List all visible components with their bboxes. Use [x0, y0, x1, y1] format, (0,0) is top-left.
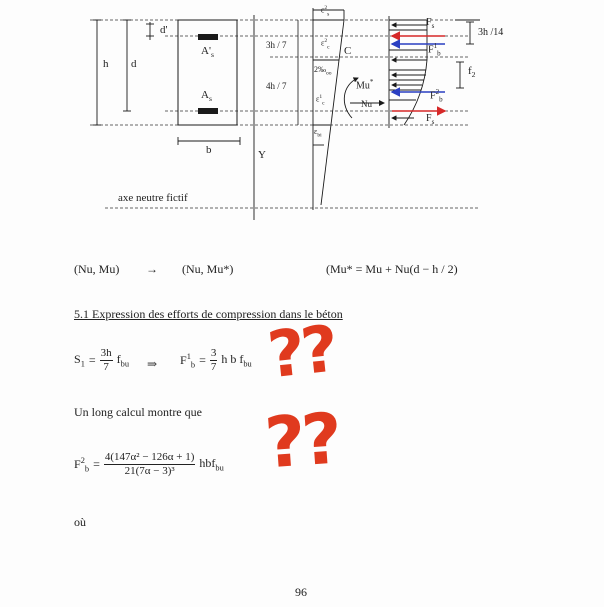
dimension-d-prime — [146, 22, 154, 40]
dimension-h — [93, 20, 101, 125]
eq-mu-star-definition: (Mu* = Mu + Nu(d − h / 2) — [326, 262, 458, 276]
label-eps-bi: $\varepsilon_{bi}$ — [314, 127, 322, 139]
ou-text: où — [74, 515, 86, 529]
rebar-bottom — [198, 108, 218, 114]
eq-f2b: $F^2_b$ = $\frac{\text{4(147α² − 126α + 1)}}{\text{21(7α − 3)³}}$ hbf$_{bu}$ — [74, 451, 224, 477]
label-Y: Y — [258, 149, 266, 161]
eq-implies: ⇒ — [147, 357, 158, 371]
label-F1-b: $F^1_b$ — [428, 42, 441, 58]
label-f2: $f_2$ — [468, 65, 476, 80]
label-3h-14: 3h /14 — [478, 27, 504, 38]
label-d-prime: d' — [160, 24, 168, 36]
stress-arrows — [392, 25, 427, 118]
label-A-prime-s: $A'_s$ — [201, 45, 214, 60]
dimension-d — [123, 20, 131, 111]
dimension-f2 — [456, 62, 464, 88]
handwritten-question-marks-top: ?? — [264, 312, 338, 394]
label-b: b — [206, 144, 212, 156]
section-heading: 5.1 Expression des efforts de compression dans le béton — [74, 307, 343, 321]
label-two-per-mille: $2‰_{oo}$ — [314, 65, 332, 77]
eq-transform-arrow: → — [146, 262, 158, 276]
label-A-s: $A_s$ — [201, 89, 212, 104]
eq-transform-left: (Nu, Mu) — [74, 262, 120, 276]
label-axe-neutre: axe neutre fictif — [118, 192, 188, 204]
eq-f1b: $F^1_b$ = $\frac{3}{7}$ h b $f_{bu}$ — [180, 347, 252, 373]
handwritten-question-marks-bottom: ?? — [262, 397, 341, 485]
dimension-3h-14 — [455, 20, 480, 44]
label-h: h — [103, 58, 109, 70]
long-calc-text: Un long calcul montre que — [74, 405, 202, 419]
eq-transform-right: (Nu, Mu*) — [182, 262, 234, 276]
page-number: 96 — [295, 585, 307, 599]
label-d: d — [131, 58, 137, 70]
section-diagram — [0, 0, 604, 230]
label-F-prime-s: $F_s$ — [426, 17, 435, 30]
label-F2-b: $F^2_b$ — [430, 88, 443, 104]
label-Nu: Nu — [361, 99, 372, 109]
label-eps-s2: $\varepsilon^2_s$ — [321, 5, 330, 18]
rebar-top — [198, 34, 218, 40]
label-eps-c1: $\varepsilon^1_c$ — [316, 94, 325, 107]
label-C: C — [344, 45, 352, 57]
label-4h7: 4h / 7 — [266, 81, 287, 91]
label-3h7: 3h / 7 — [266, 40, 287, 50]
eq-s1: $S_1$ = $\frac{3h}{7}$ $f_{bu}$ — [74, 347, 130, 373]
label-F-s: $F_s$ — [426, 113, 435, 126]
label-Mu-star: Mu* — [356, 78, 374, 92]
label-eps-c2: $\varepsilon^2_c$ — [321, 38, 330, 51]
